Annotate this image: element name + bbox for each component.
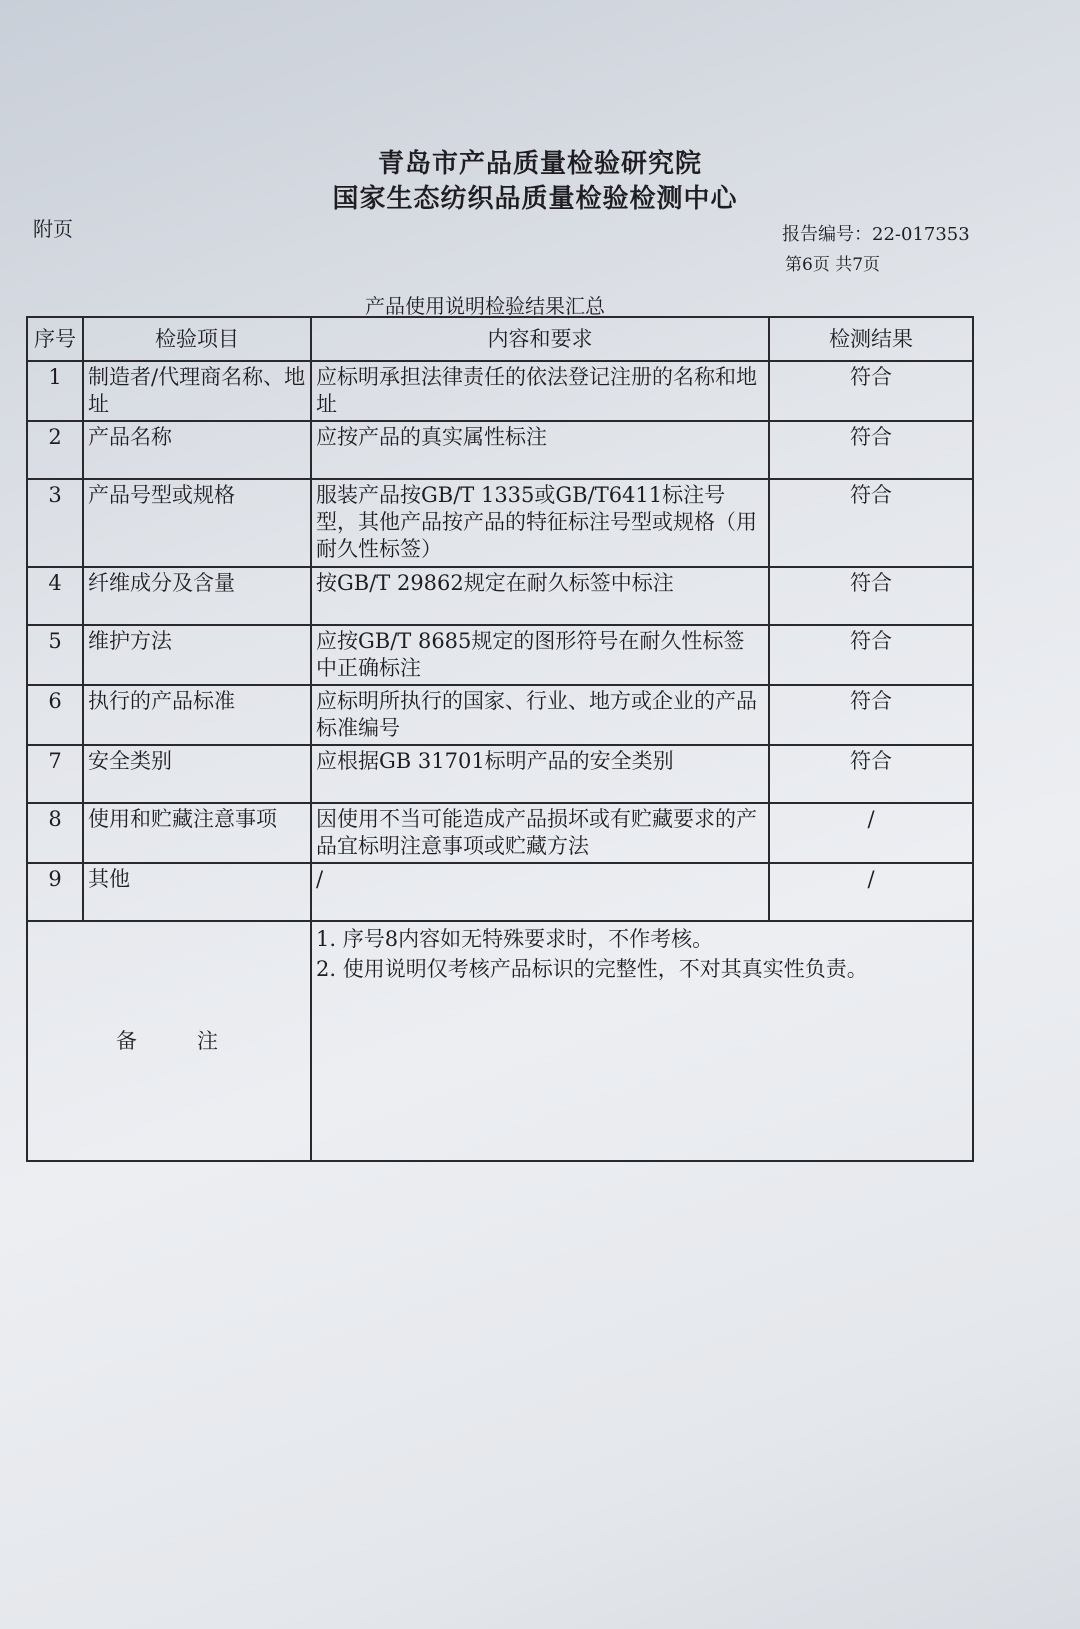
row-requirement: 按GB/T 29862规定在耐久标签中标注 [311,567,769,625]
row-seq: 1 [27,361,83,421]
row-item: 执行的产品标准 [83,685,311,745]
row-item: 制造者/代理商名称、地址 [83,361,311,421]
table-row [27,863,973,921]
row-item: 使用和贮藏注意事项 [83,803,311,863]
row-result: 符合 [769,625,973,685]
remark-item: 2. 使用说明仅考核产品标识的完整性，不对其真实性负责。 [316,957,868,981]
appendix-label: 附页 [33,217,73,241]
table-row [27,685,973,745]
row-result: 符合 [769,361,973,421]
row-item: 安全类别 [83,745,311,803]
column-header-result: 检测结果 [769,317,973,361]
report-number: 报告编号：22-017353 [782,224,970,245]
row-requirement: 应根据GB 31701标明产品的安全类别 [311,745,769,803]
remarks-label: 备注 [27,921,311,1161]
table-caption: 产品使用说明检验结果汇总 [365,294,605,318]
remarks-list [316,924,968,984]
row-seq: 5 [27,625,83,685]
row-requirement: 应标明所执行的国家、行业、地方或企业的产品标准编号 [311,685,769,745]
remarks-content [311,921,973,1161]
column-header-requirement: 内容和要求 [311,317,769,361]
row-requirement: 应标明承担法律责任的依法登记注册的名称和地址 [311,361,769,421]
row-result: 符合 [769,479,973,567]
row-seq: 9 [27,863,83,921]
row-item: 维护方法 [83,625,311,685]
row-seq: 7 [27,745,83,803]
row-item: 产品号型或规格 [83,479,311,567]
column-header-item: 检验项目 [83,317,311,361]
row-result: 符合 [769,745,973,803]
row-seq: 8 [27,803,83,863]
row-result: 符合 [769,567,973,625]
center-title: 国家生态纺织品质量检验检测中心 [332,184,738,214]
remarks-row [27,921,973,1161]
institute-title: 青岛市产品质量检验研究院 [377,149,702,179]
row-requirement: 服装产品按GB/T 1335或GB/T6411标注号型，其他产品按产品的特征标注号型或规格（用耐久性标签） [311,479,769,567]
table-row [27,421,973,479]
row-seq: 3 [27,479,83,567]
table-row [27,361,973,421]
row-requirement: 因使用不当可能造成产品损坏或有贮藏要求的产品宜标明注意事项或贮藏方法 [311,803,769,863]
row-item: 纤维成分及含量 [83,567,311,625]
table-header-row [27,317,973,361]
table-row [27,567,973,625]
row-result: / [769,803,973,863]
inspection-results-table [26,316,974,1162]
table-row [27,803,973,863]
page-info: 第6页 共7页 [785,255,881,275]
row-seq: 6 [27,685,83,745]
table-row [27,745,973,803]
row-requirement: 应按GB/T 8685规定的图形符号在耐久性标签中正确标注 [311,625,769,685]
row-result: 符合 [769,685,973,745]
row-seq: 2 [27,421,83,479]
row-result: 符合 [769,421,973,479]
table-row [27,625,973,685]
row-requirement: 应按产品的真实属性标注 [311,421,769,479]
row-item: 产品名称 [83,421,311,479]
remark-item: 1. 序号8内容如无特殊要求时，不作考核。 [316,927,714,951]
column-header-seq: 序号 [27,317,83,361]
row-seq: 4 [27,567,83,625]
row-requirement: / [311,863,769,921]
row-result: / [769,863,973,921]
table-row [27,479,973,567]
row-item: 其他 [83,863,311,921]
